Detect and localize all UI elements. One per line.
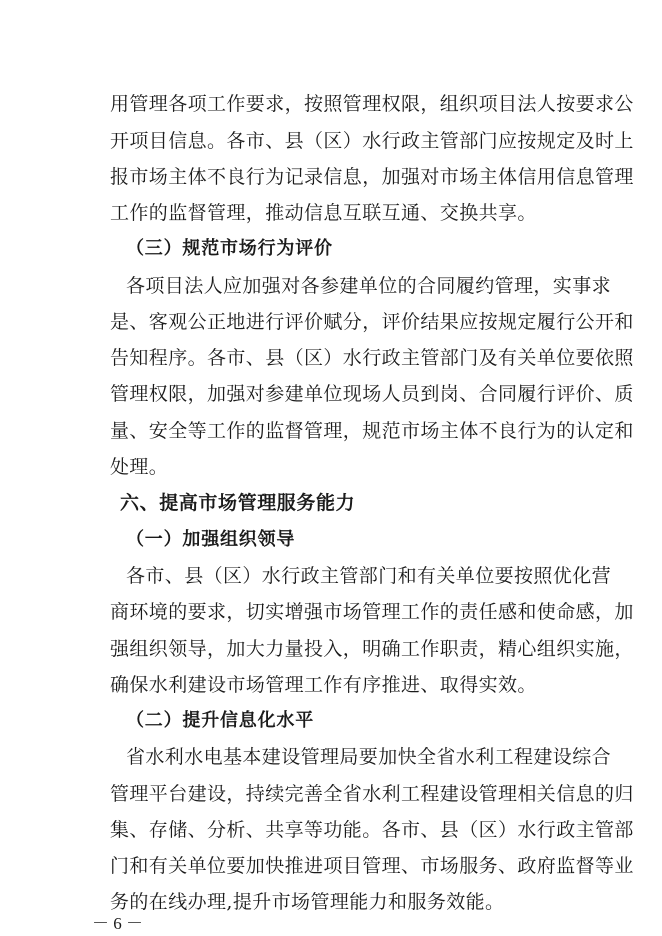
paragraph-line: 报市场主体不良行为记录信息，加强对市场主体信用信息管理 — [110, 166, 634, 188]
paragraph-line: 用管理各项工作要求，按照管理权限，组织项目法人按要求公 — [110, 93, 634, 115]
paragraph-line: 工作的监督管理，推动信息互联互通、交换共享。 — [110, 202, 537, 224]
paragraph-line: 商环境的要求，切实增强市场管理工作的责任感和使命感，加 — [110, 601, 634, 623]
paragraph-line: 处理。 — [110, 456, 169, 478]
paragraph-line: 省水利水电基本建设管理局要加快全省水利工程建设综合 — [126, 746, 612, 768]
section-heading: （二）提升信息化水平 — [126, 710, 314, 731]
paragraph-line: 各市、县（区）水行政主管部门和有关单位要按照优化营 — [126, 565, 612, 587]
paragraph-line: 务的在线办理,提升市场管理能力和服务效能。 — [110, 891, 505, 913]
paragraph-line: 强组织领导，加大力量投入，明确工作职责，精心组织实施， — [110, 638, 634, 660]
paragraph-line: 开项目信息。各市、县（区）水行政主管部门应按规定及时上 — [110, 130, 634, 152]
paragraph-line: 管理平台建设，持续完善全省水利工程建设管理相关信息的归 — [110, 783, 634, 805]
paragraph-line: 量、安全等工作的监督管理，规范市场主体不良行为的认定和 — [110, 420, 634, 442]
paragraph-line: 管理权限，加强对参建单位现场人员到岗、合同履行评价、质 — [110, 383, 634, 405]
chapter-heading: 六、提高市场管理服务能力 — [120, 492, 356, 514]
paragraph-line: 确保水利建设市场管理工作有序推进、取得实效。 — [110, 674, 537, 696]
paragraph-line: 门和有关单位要加快推进项目管理、市场服务、政府监督等业 — [110, 855, 634, 877]
section-heading: （一）加强组织领导 — [126, 529, 296, 550]
paragraph-line: 告知程序。各市、县（区）水行政主管部门及有关单位要依照 — [110, 347, 634, 369]
section-heading: （三）规范市场行为评价 — [126, 238, 333, 259]
paragraph-line: 集、存储、分析、共享等功能。各市、县（区）水行政主管部 — [110, 819, 634, 841]
page-number: － 6 － — [92, 914, 143, 933]
paragraph-line: 是、客观公正地进行评价赋分，评价结果应按规定履行公开和 — [110, 311, 634, 333]
paragraph-line: 各项目法人应加强对各参建单位的合同履约管理，实事求 — [126, 275, 612, 297]
